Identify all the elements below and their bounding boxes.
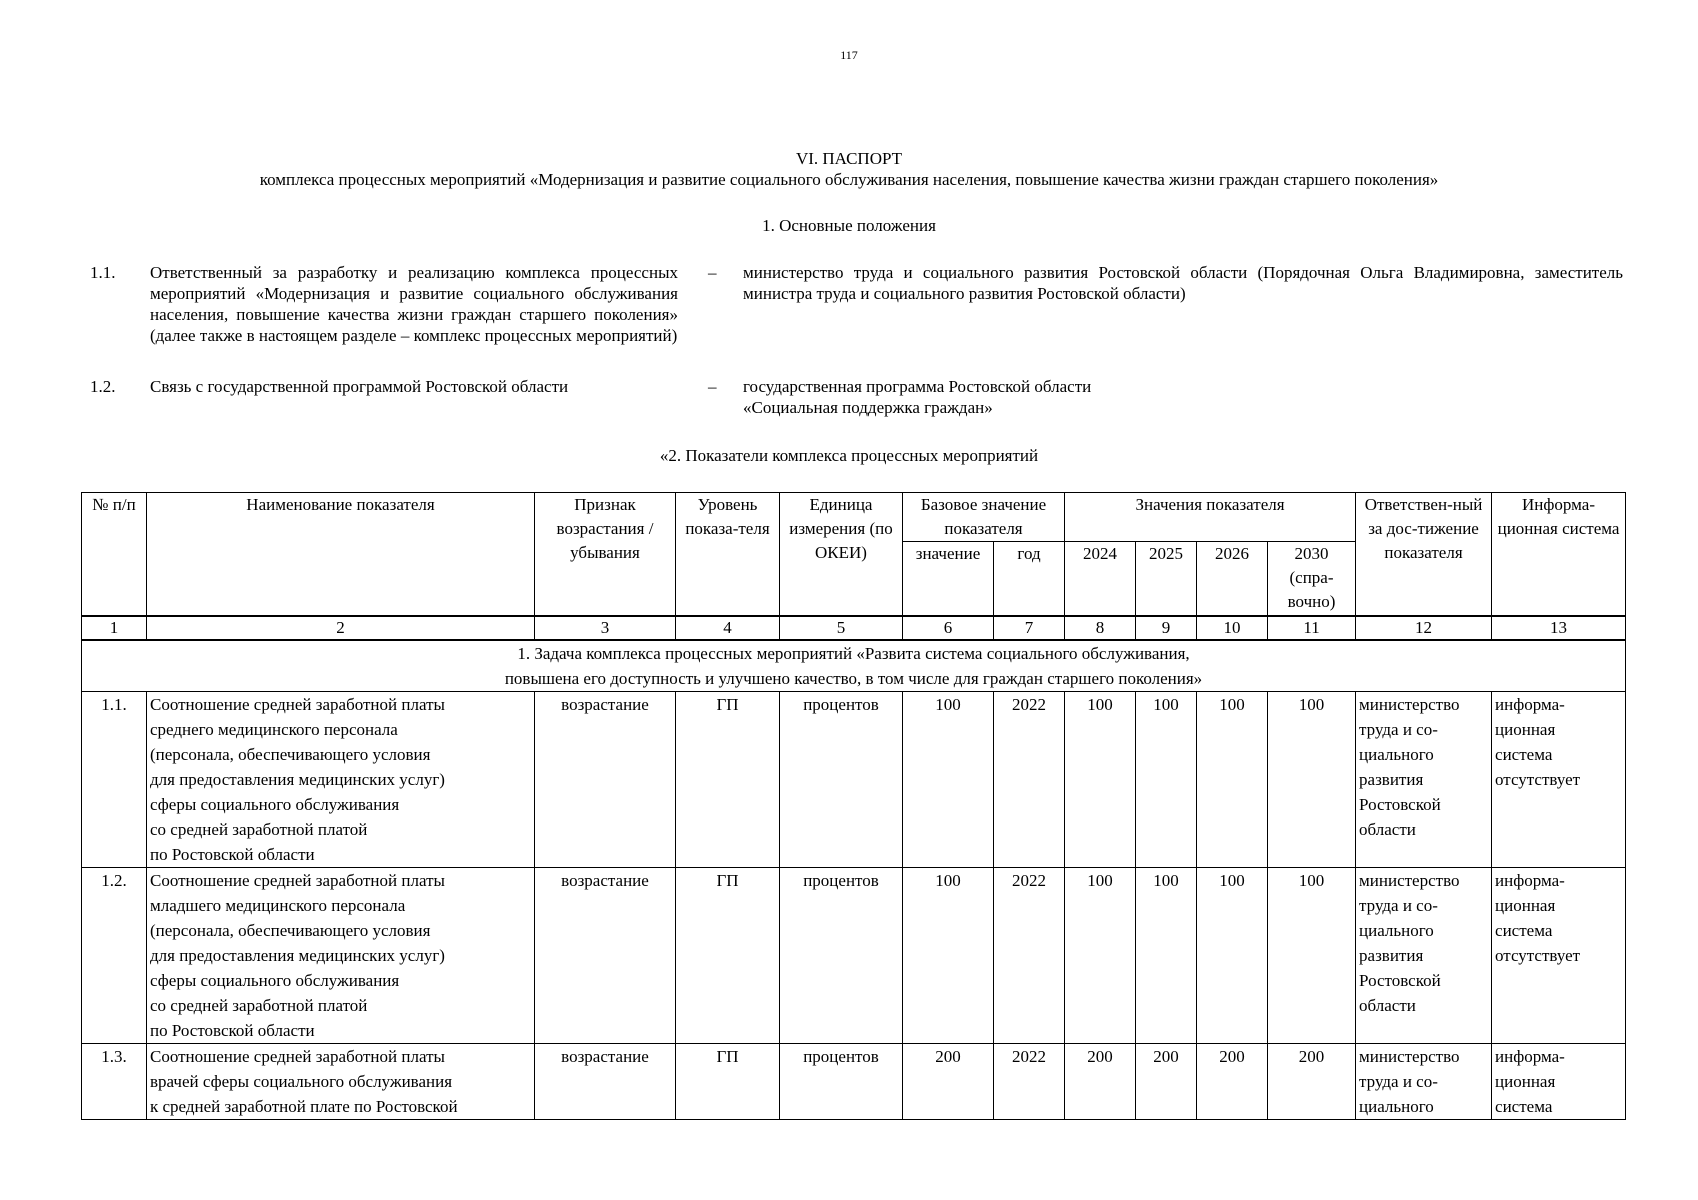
- info-system: информа- ционная система отсутствует: [1492, 691, 1626, 867]
- section-1-heading: 1. Основные положения: [762, 216, 936, 235]
- column-number: 11: [1268, 616, 1356, 640]
- responsible: министерство труда и со- циального развития Ростовской области: [1356, 691, 1492, 867]
- value-2026: 100: [1197, 867, 1268, 1043]
- base-year: 2022: [994, 867, 1065, 1043]
- column-number: 2: [147, 616, 535, 640]
- header-level: Уровень показа-теля: [676, 493, 780, 616]
- indicator-name: Соотношение средней заработной платы среднего медицинского персонала (персонала, обеспечивающего условия для предоставления медицинских услуг) сферы социального обслуживания со средней заработной платой по Ростовской области: [147, 691, 535, 867]
- table-row: [82, 867, 1626, 1043]
- column-number: 12: [1356, 616, 1492, 640]
- header-num: № п/п: [82, 493, 147, 616]
- task-title: [82, 640, 1626, 692]
- header-info-system: Информа-ционная система: [1492, 493, 1626, 616]
- unit: процентов: [780, 691, 903, 867]
- task-row: [82, 640, 1626, 692]
- provision-value-line: «Социальная поддержка граждан»: [743, 398, 993, 417]
- column-number: 6: [903, 616, 994, 640]
- column-number: 5: [780, 616, 903, 640]
- value-2026: 100: [1197, 691, 1268, 867]
- provision-number: 1.2.: [90, 377, 116, 396]
- provision-value: [743, 376, 1623, 418]
- base-value: 200: [903, 1043, 994, 1119]
- base-year: 2022: [994, 691, 1065, 867]
- trend-sign: возрастание: [535, 867, 676, 1043]
- value-2025: 200: [1136, 1043, 1197, 1119]
- info-system: информа- ционная система отсутствует: [1492, 867, 1626, 1043]
- page-number: 117: [840, 48, 858, 62]
- base-value: 100: [903, 867, 994, 1043]
- base-year: 2022: [994, 1043, 1065, 1119]
- value-2024: 100: [1065, 691, 1136, 867]
- value-2025: 100: [1136, 867, 1197, 1043]
- indicator-level: ГП: [676, 691, 780, 867]
- column-number: 8: [1065, 616, 1136, 640]
- value-2030: 200: [1268, 1043, 1356, 1119]
- table-row: [82, 691, 1626, 867]
- indicators-table: [81, 492, 1626, 1120]
- table-row: [82, 1043, 1626, 1119]
- column-number: 4: [676, 616, 780, 640]
- provision-value-line: государственная программа Ростовской области: [743, 377, 1092, 396]
- column-number: 1: [82, 616, 147, 640]
- value-2026: 200: [1197, 1043, 1268, 1119]
- column-number: 10: [1197, 616, 1268, 640]
- document-title: VI. ПАСПОРТ: [795, 149, 903, 168]
- header-name: Наименование показателя: [147, 493, 535, 616]
- value-2025: 100: [1136, 691, 1197, 867]
- header-year-2030: 2030 (спра-вочно): [1268, 542, 1356, 616]
- value-2030: 100: [1268, 867, 1356, 1043]
- responsible: министерство труда и со- циального развития Ростовской области: [1356, 867, 1492, 1043]
- trend-sign: возрастание: [535, 1043, 676, 1119]
- task-title-line: повышена его доступность и улучшено качество, в том числе для граждан старшего поколения»: [504, 668, 1203, 688]
- column-number: 7: [994, 616, 1065, 640]
- unit: процентов: [780, 1043, 903, 1119]
- column-number: 9: [1136, 616, 1197, 640]
- base-value: 100: [903, 691, 994, 867]
- row-number: 1.3.: [82, 1043, 147, 1119]
- section-2-heading: «2. Показатели комплекса процессных мероприятий: [659, 446, 1039, 465]
- provision-value: министерство труда и социального развития Ростовской области (Порядочная Ольга Владимировна, заместитель министра труда и социального развития Ростовской области): [743, 263, 1623, 303]
- header-values: Значения показателя: [1065, 493, 1356, 542]
- value-2030: 100: [1268, 691, 1356, 867]
- provision-dash: –: [708, 377, 717, 396]
- indicator-name: Соотношение средней заработной платы младшего медицинского персонала (персонала, обеспечивающего условия для предоставления медицинских услуг) сферы социального обслуживания со средней заработной платой по Ростовской области: [147, 867, 535, 1043]
- header-year-2024: 2024: [1065, 542, 1136, 616]
- unit: процентов: [780, 867, 903, 1043]
- header-base: Базовое значение показателя: [903, 493, 1065, 542]
- indicator-name: Соотношение средней заработной платы врачей сферы социального обслуживания к средней заработной плате по Ростовской: [147, 1043, 535, 1119]
- row-number: 1.2.: [82, 867, 147, 1043]
- header-year-2025: 2025: [1136, 542, 1197, 616]
- indicator-level: ГП: [676, 1043, 780, 1119]
- column-number-row: [82, 616, 1626, 640]
- provision-text: Ответственный за разработку и реализацию комплекса процессных мероприятий «Модернизация и развитие социального обслуживания населения, повышение качества жизни граждан старшего поколения» (далее также в настоящем разделе – комплекс процессных мероприятий): [150, 263, 678, 345]
- info-system: информа- ционная система: [1492, 1043, 1626, 1119]
- row-number: 1.1.: [82, 691, 147, 867]
- header-base-year: год: [994, 542, 1065, 616]
- value-2024: 100: [1065, 867, 1136, 1043]
- responsible: министерство труда и со- циального: [1356, 1043, 1492, 1119]
- provision-text: Связь с государственной программой Ростовской области: [150, 377, 569, 396]
- trend-sign: возрастание: [535, 691, 676, 867]
- provision-dash: –: [708, 263, 717, 282]
- column-number: 3: [535, 616, 676, 640]
- value-2024: 200: [1065, 1043, 1136, 1119]
- header-unit: Единица измерения (по ОКЕИ): [780, 493, 903, 616]
- header-base-value: значение: [903, 542, 994, 616]
- task-title-line: 1. Задача комплекса процессных мероприятий «Развита система социального обслуживания,: [517, 643, 1190, 663]
- header-responsible: Ответствен-ный за дос-тижение показателя: [1356, 493, 1492, 616]
- header-year-2026: 2026: [1197, 542, 1268, 616]
- indicator-level: ГП: [676, 867, 780, 1043]
- provision-number: 1.1.: [90, 263, 116, 282]
- header-sign: Признак возрастания / убывания: [535, 493, 676, 616]
- column-number: 13: [1492, 616, 1626, 640]
- document-subtitle: комплекса процессных мероприятий «Модернизация и развитие социального обслуживания населения, повышение качества жизни граждан старшего поколения»: [259, 170, 1439, 189]
